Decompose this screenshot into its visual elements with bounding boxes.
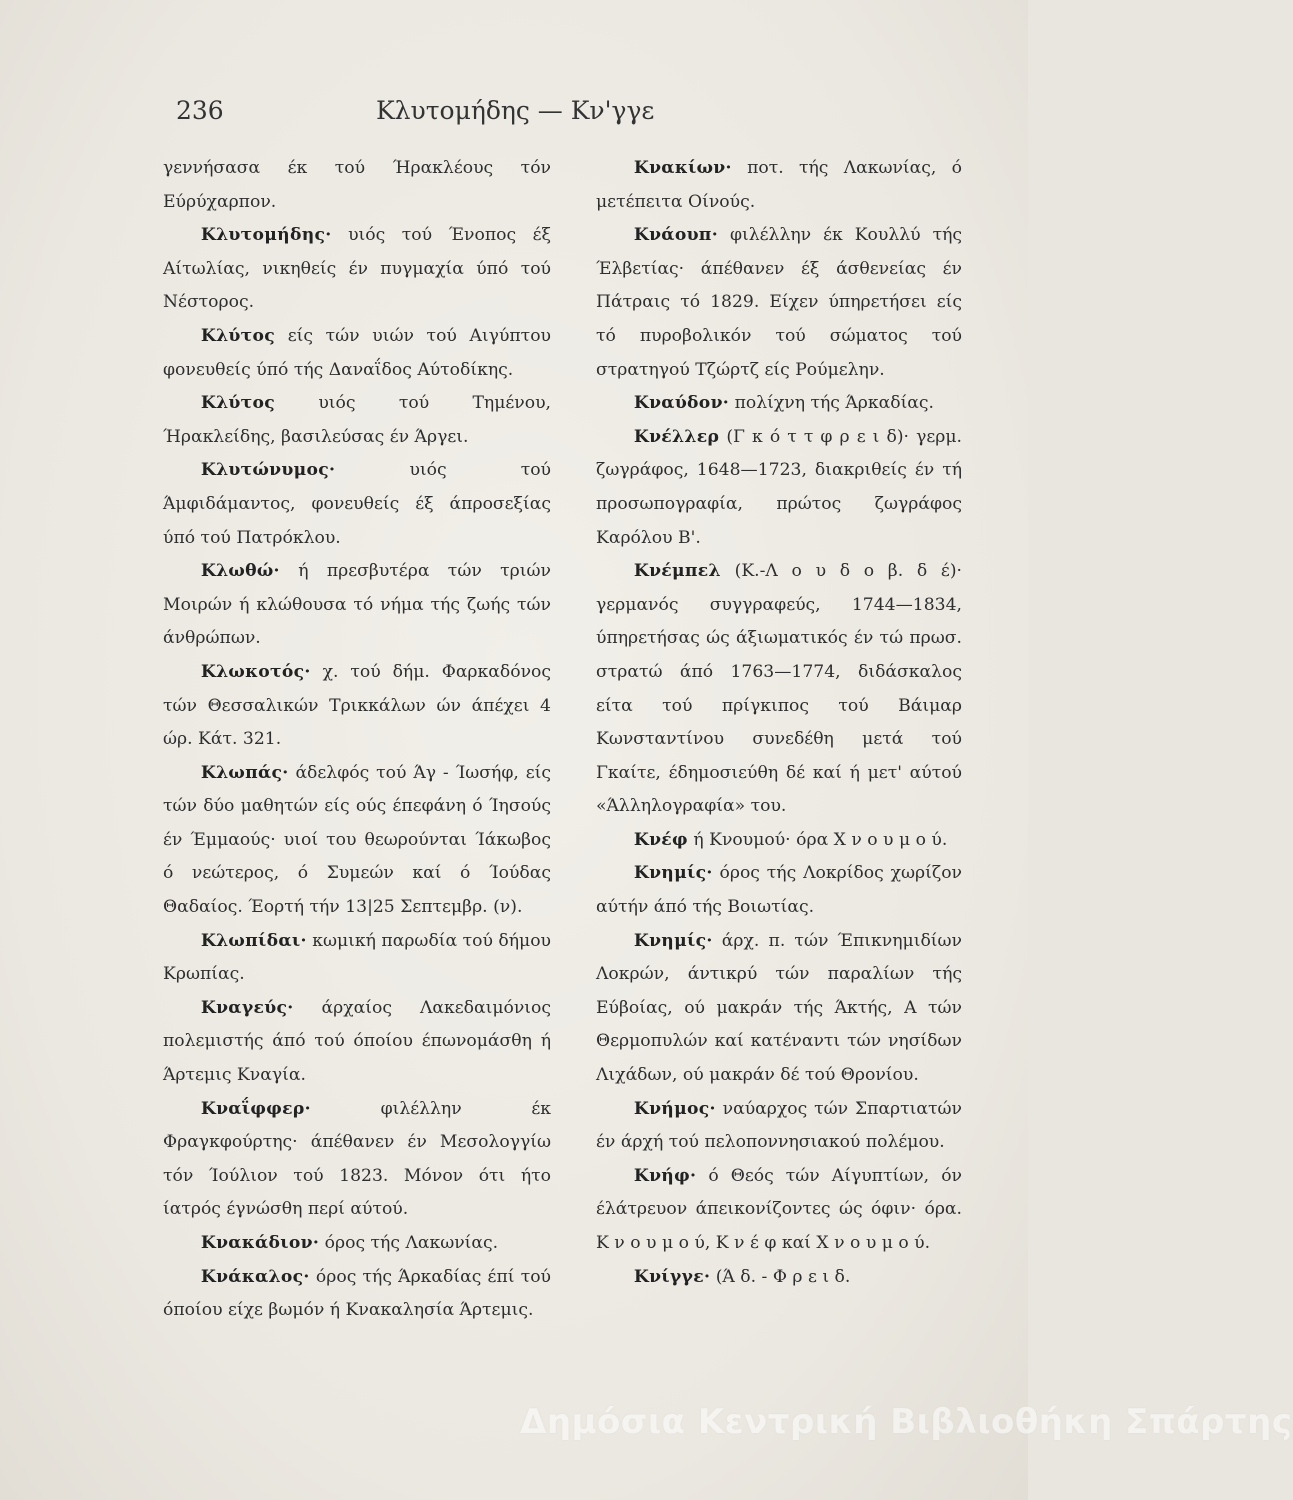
dictionary-entry	[163, 757, 551, 925]
entry-headword: Κναύδον·	[633, 393, 730, 414]
dictionary-entry	[163, 454, 551, 555]
dictionary-entry	[163, 1093, 551, 1227]
entry-headword: Κλυτομήδης·	[200, 225, 332, 246]
entry-headword: Κλύτος	[200, 393, 276, 414]
dictionary-entry	[163, 152, 551, 219]
entry-text: ό Θεός τών Αίγυπτίων, όν έλάτρευον άπεικονίζοντες ώς όφιν· όρα. Κ ν ο υ μ ο ύ, Κ ν έ φ καί Χ ν ο υ μ ο ύ.	[596, 1165, 963, 1253]
entry-text: φιλέλλην έκ Φραγκφούρτης· άπέθανεν έν Μεσολογγίω τόν Ίούλιον τού 1823. Μόνον ότι ήτο ίατρός έγνώσθη περί αύτού.	[163, 1098, 551, 1220]
left-column	[163, 152, 551, 1328]
entry-text: ή πρεσβυτέρα τών τριών Μοιρών ή κλώθουσα τό νήμα τής ζωής τών άνθρώπων.	[163, 561, 551, 649]
dictionary-entry	[596, 219, 962, 387]
entry-text: χ. τού δήμ. Φαρκαδόνος τών Θεσσαλικών Τρικκάλων ών άπέχει 4 ώρ. Κάτ. 321.	[163, 661, 551, 750]
entry-headword: Κλύτος	[200, 325, 276, 346]
entry-headword: Κνακίων·	[633, 158, 732, 178]
dictionary-entry	[596, 555, 962, 824]
entry-text: υιός τού Τημένου, Ήρακλείδης, βασιλεύσας έν Άργει.	[163, 393, 551, 447]
entry-headword: Κνάκαλος·	[200, 1266, 310, 1287]
entry-text: όρος τής Λακωνίας.	[324, 1233, 499, 1253]
dictionary-entry	[163, 925, 551, 992]
entry-text: είς τών υιών τού Αιγύπτου φονευθείς ύπό τής Δαναΐδος Αύτοδίκης.	[163, 325, 551, 380]
dictionary-entry	[163, 387, 551, 454]
dictionary-entry	[596, 387, 962, 421]
entry-headword: Κναΐφφερ·	[200, 1098, 311, 1119]
entry-headword: Κνίγγε·	[633, 1266, 711, 1287]
entry-headword: Κνήμος·	[633, 1098, 716, 1119]
entry-headword: Κλωπάς·	[200, 762, 289, 783]
entry-headword: Κναγεύς·	[200, 997, 294, 1018]
entry-headword: Κλυτώνυμος·	[200, 460, 336, 481]
entry-headword: Κνημίς·	[633, 930, 713, 951]
entry-text: (Κ.-Λ ο υ δ ο β. δ έ)· γερμανός συγγραφεύς, 1744—1834, ύπηρετήσας ώς άξιωματικός έν τώ πρωσ. στρατώ άπό 1763—1774, διδάσκαλος είτα τού πρίγκιπος τού Βάιμαρ Κωνσταντίνου συνεδέθη μετά τού Γκαίτε, έδημοσιεύθη δέ καί ή μετ' αύτού «Άλληλογραφία» του.	[596, 561, 962, 817]
entry-headword: Κλωθώ·	[200, 561, 280, 582]
entry-text: υιός τού Άμφιδάμαντος, φονευθείς έξ άπροσεξίας ύπό τού Πατρόκλου.	[163, 460, 551, 548]
entry-text: ή Κνουμού· όρα Χ ν ο υ μ ο ύ.	[693, 829, 948, 850]
entry-text: (Γ κ ό τ τ φ ρ ε ι δ)· γερμ. ζωγράφος, 1648—1723, διακριθείς έν τή προσωπογραφία, πρώτος ζωγράφος Καρόλου Β'.	[596, 426, 962, 548]
dictionary-entry	[163, 1227, 551, 1261]
entry-text: πολίχνη τής Άρκαδίας.	[734, 393, 935, 414]
dictionary-entry	[596, 857, 962, 924]
dictionary-entry	[163, 992, 551, 1093]
entry-text: όρος τής Άρκαδίας έπί τού όποίου είχε βωμόν ή Κνακαλησία Άρτεμις.	[163, 1266, 551, 1321]
dictionary-entry	[163, 1261, 551, 1328]
entry-headword: Κλωπίδαι·	[200, 930, 307, 951]
entry-text: άρχαίος Λακεδαιμόνιος πολεμιστής άπό τού όποίου έπωνομάσθη ή Άρτεμις Κναγία.	[163, 997, 552, 1086]
entry-text: (Ά δ. - Φ ρ ε ι δ.	[715, 1266, 851, 1287]
entry-text: γεννήσασα έκ τού Ήρακλέους τόν Εύρύχαρπον.	[163, 158, 551, 212]
entry-headword: Κνέμπελ	[633, 561, 721, 582]
dictionary-entry	[163, 656, 551, 757]
dictionary-entry	[596, 421, 962, 555]
entry-headword: Κνημίς·	[633, 863, 713, 884]
dictionary-entry	[596, 824, 962, 858]
entry-text: κωμική παρωδία τού δήμου Κρωπίας.	[163, 930, 551, 985]
page-header	[176, 96, 816, 136]
library-watermark: Δημόσια Κεντρική Βιβλιοθήκη Σπάρτης	[520, 1402, 1293, 1442]
page-number: 236	[176, 96, 224, 125]
dictionary-entry	[596, 1093, 962, 1160]
right-column	[596, 152, 962, 1294]
running-head: Κλυτομήδης — Κν'γγε	[376, 96, 655, 125]
entry-text: φιλέλλην έκ Κουλλύ τής Έλβετίας· άπέθανεν έξ άσθενείας έν Πάτραις τό 1829. Είχεν ύπηρετήσει είς τό πυροβολικόν τού σώματος τού στρατηγού Τζώρτζ είς Ρούμελην.	[596, 225, 962, 380]
entry-headword: Κνέφ	[633, 829, 688, 850]
entry-text: άρχ. π. τών Έπικνημιδίων Λοκρών, άντικρύ τών παραλίων τής Εύβοίας, ού μακράν τής Άκτής, Α τών Θερμοπυλών καί κατέναντι τών νησίδων Λιχάδων, ού μακράν δέ τού Θρονίου.	[596, 930, 962, 1086]
entry-text: όρος τής Λοκρίδος χωρίζον αύτήν άπό τής Βοιωτίας.	[596, 863, 962, 918]
dictionary-entry	[163, 320, 551, 387]
entry-text: ναύαρχος τών Σπαρτιατών έν άρχή τού πελοποννησιακού πολέμου.	[596, 1098, 962, 1153]
entry-text: άδελφός τού Άγ - Ίωσήφ, είς τών δύο μαθητών είς ούς έπεφάνη ό Ίησούς έν Έμμαούς· υιοί του θεωρούνται Ίάκωβος ό νεώτερος, ό Συμεών καί ό Ίούδας Θαδαίος. Έορτή τήν 13|25 Σεπτεμβρ. (ν).	[163, 762, 551, 918]
entry-text: υιός τού Ένοπος έξ Αίτωλίας, νικηθείς έν πυγμαχία ύπό τού Νέστορος.	[163, 225, 551, 313]
dictionary-entry	[596, 152, 962, 219]
entry-headword: Κλωκοτός·	[200, 661, 311, 682]
dictionary-entry	[596, 1261, 962, 1295]
entry-headword: Κνακάδιον·	[200, 1233, 320, 1253]
entry-text: ποτ. τής Λακωνίας, ό μετέπειτα Οίνούς.	[596, 158, 963, 212]
entry-headword: Κνέλλερ	[633, 426, 720, 447]
dictionary-entry	[163, 555, 551, 656]
dictionary-entry	[596, 925, 962, 1093]
dictionary-entry	[596, 1160, 962, 1261]
entry-headword: Κνάουπ·	[633, 225, 718, 246]
entry-headword: Κνήφ·	[633, 1165, 697, 1186]
dictionary-entry	[163, 219, 551, 320]
